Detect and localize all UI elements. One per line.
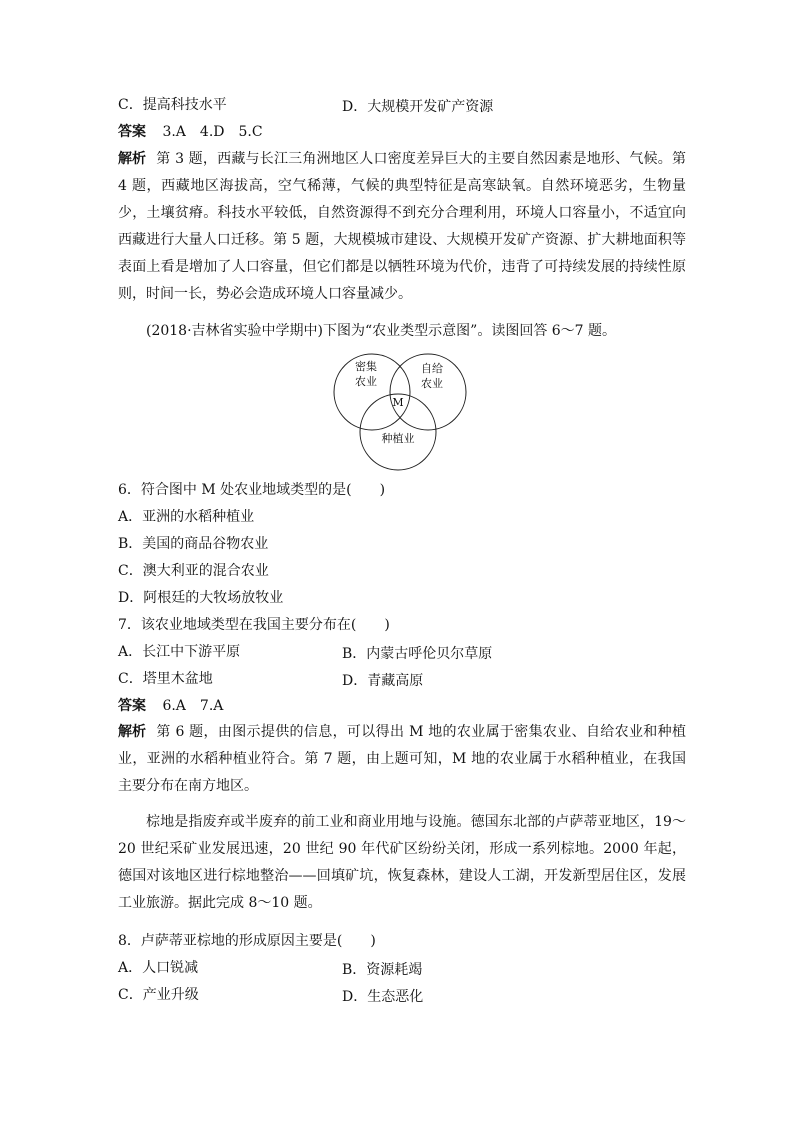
q7-option-b: B．内蒙古呼伦贝尔草原 bbox=[342, 646, 493, 662]
analysis-text: 第 3 题，西藏与长江三角洲地区人口密度差异巨大的主要自然因素是地形、气候。第 4 题，西藏地区海拔高，空气稀薄，气候的典型特征是高寒缺氧。自然环境恶劣，生物量少，土壤贫瘠。科技水平较低，自然资源得不到充分合理利用，环境人口容量小，不适宜向西藏进行大量人口迁移。第 5 题，大规模城市建设、大规模开发矿产资源、扩大耕地面积等表面上看是增加了人口容量，但它们都是以牺牲环境为代价，违背了可持续发展的持续性原则，时间一长，势必会造成环境人口容量减少。 bbox=[118, 151, 686, 302]
circle-3-label: 种植业 bbox=[381, 432, 415, 445]
answer-label: 答案 bbox=[118, 124, 146, 140]
circle-1-line-1: 密集 bbox=[355, 360, 377, 373]
circle-2-line-2: 农业 bbox=[421, 377, 443, 390]
intro-8-10: 棕地是指废弃或半废弃的前工业和商业用地与设施。德国东北部的卢萨蒂亚地区，19～20 世纪采矿业发展迅速，20 世纪 90 年代矿区纷纷关闭，形成一系列棕地。2000 年起，德国对该地区进行棕地整治——回填矿坑，恢复森林，建设人工湖，开发新型居住区，发展工业旅游。据此完成 8～10 题。 bbox=[118, 814, 686, 911]
q5-option-c: C．提高科技水平 bbox=[118, 97, 227, 113]
analysis-text: 第 6 题，由图示提供的信息，可以得出 M 地的农业属于密集农业、自给农业和种植业，亚洲的水稻种植业符合。第 7 题，由上题可知，M 地的农业属于水稻种植业，在我国主要分布在南方地区。 bbox=[118, 724, 686, 794]
answer-text: 6.A 7.A bbox=[162, 698, 224, 714]
answer-label: 答案 bbox=[118, 698, 146, 714]
answer-2 bbox=[118, 697, 223, 715]
analysis-label: 解析 bbox=[118, 151, 146, 167]
q6-option-d: D．阿根廷的大牧场放牧业 bbox=[118, 590, 284, 606]
q6-stem: 6．符合图中 M 处农业地域类型的是( ) bbox=[118, 482, 386, 498]
agriculture-venn-diagram bbox=[330, 342, 470, 472]
answer-1 bbox=[118, 123, 263, 141]
q7-stem: 7．该农业地域类型在我国主要分布在( ) bbox=[118, 617, 390, 633]
q8-option-b: B．资源耗竭 bbox=[342, 962, 423, 978]
analysis-1 bbox=[118, 146, 686, 308]
analysis-label: 解析 bbox=[118, 724, 146, 740]
q8-option-d: D．生态恶化 bbox=[342, 989, 424, 1005]
q8-stem: 8．卢萨蒂亚棕地的形成原因主要是( ) bbox=[118, 933, 376, 949]
q8-option-a: A．人口锐减 bbox=[118, 960, 199, 976]
q6-option-c: C．澳大利亚的混合农业 bbox=[118, 563, 269, 579]
q6-option-a: A．亚洲的水稻种植业 bbox=[118, 509, 255, 525]
q7-option-a: A．长江中下游平原 bbox=[118, 644, 241, 660]
circle-1-line-2: 农业 bbox=[355, 375, 377, 388]
center-label: M bbox=[392, 396, 404, 409]
q7-option-d: D．青藏高原 bbox=[342, 673, 424, 689]
circle-2-line-1: 自给 bbox=[421, 362, 443, 375]
q7-option-c: C．塔里木盆地 bbox=[118, 671, 213, 687]
answer-text: 3.A 4.D 5.C bbox=[162, 124, 263, 140]
q5-option-d: D．大规模开发矿产资源 bbox=[342, 99, 494, 115]
analysis-2 bbox=[118, 719, 686, 800]
q8-option-c: C．产业升级 bbox=[118, 987, 199, 1003]
intro-6-7: (2018·吉林省实验中学期中)下图为“农业类型示意图”。读图回答 6～7 题。 bbox=[146, 323, 617, 339]
q6-option-b: B．美国的商品谷物农业 bbox=[118, 536, 269, 552]
